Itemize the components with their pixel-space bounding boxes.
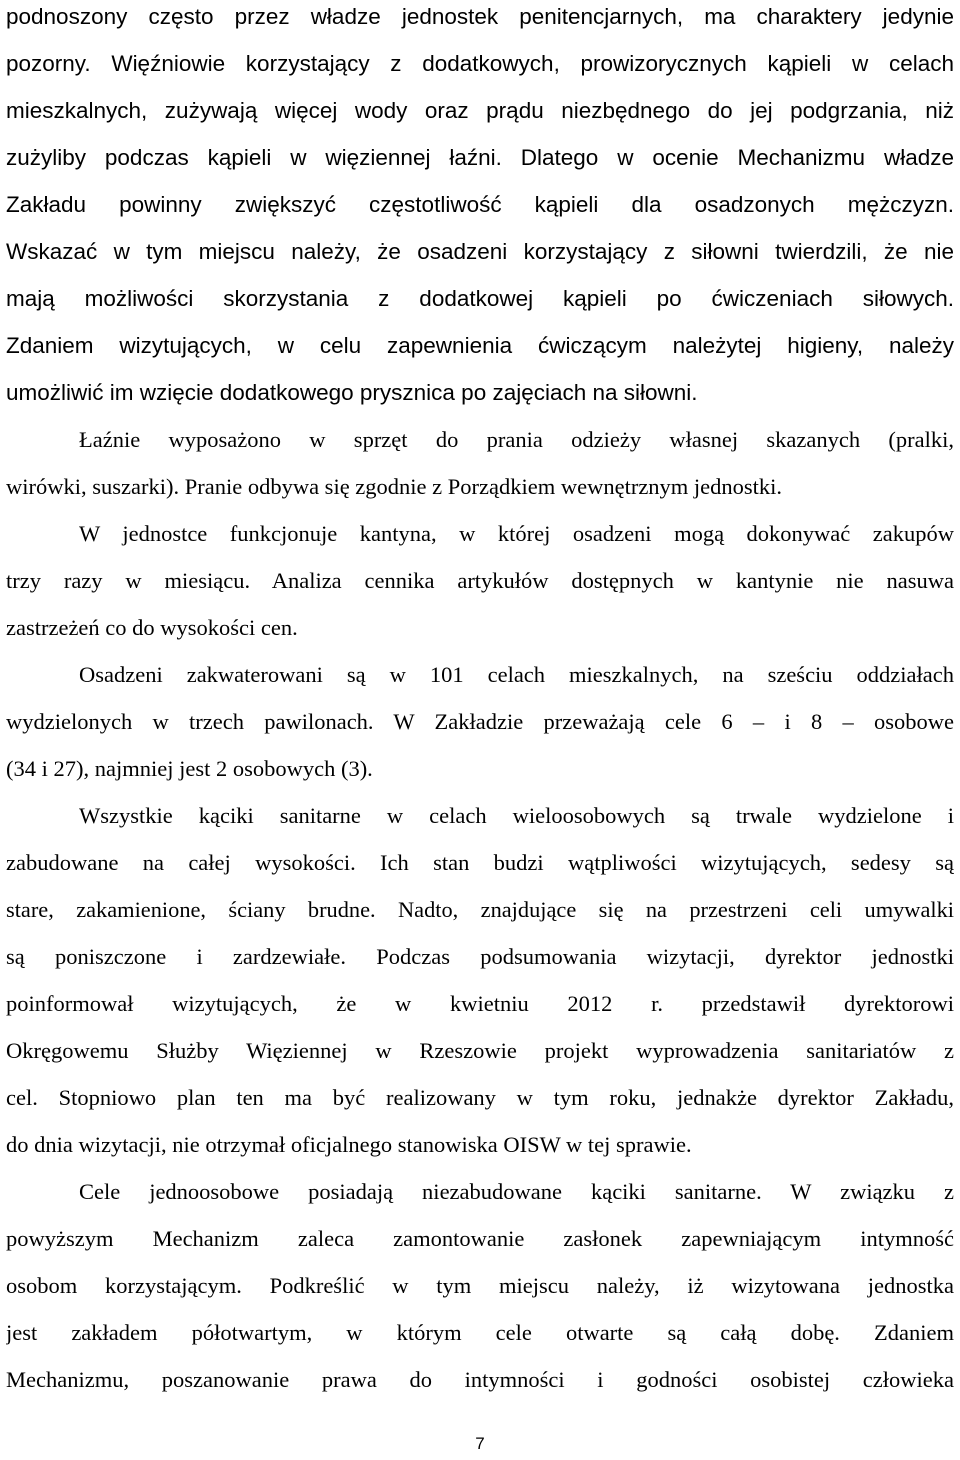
text-line — [6, 94, 954, 141]
text-segment: cel. — [6, 1085, 38, 1110]
paragraph-first-line — [6, 423, 954, 470]
text-segment: Dlatego w ocenie Mechanizmu władze — [501, 145, 954, 170]
text-segment: Cele jednoosobowe posiadają niezabudowane kąciki sanitarne. — [79, 1179, 762, 1204]
text-segment: mieszkalnych, zużywają więcej wody oraz prądu niezbędnego do jej podgrzania, niż — [6, 98, 954, 123]
text-line — [6, 940, 954, 987]
paragraph-first-line — [6, 517, 954, 564]
text-segment: Stopniowo plan ten ma być realizowany w tym roku, jednakże dyrektor Zakładu, — [37, 1085, 954, 1110]
text-segment: Zdaniem — [839, 1320, 954, 1345]
text-line — [6, 752, 954, 799]
text-segment: osobom korzystającym. — [6, 1273, 242, 1298]
text-line — [6, 282, 954, 329]
text-segment: powyższym Mechanizm zaleca zamontowanie zasłonek zapewniającym intymność — [6, 1226, 954, 1251]
text-segment: Wszystkie kąciki sanitarne w celach wieloosobowych są trwale wydzielone i — [79, 803, 954, 828]
text-line — [6, 0, 954, 47]
text-line — [6, 564, 954, 611]
text-segment: (34 i 27), najmniej jest 2 osobowych (3). — [6, 756, 373, 781]
text-segment: stare, zakamienione, ściany brudne. — [6, 897, 376, 922]
text-line — [6, 705, 954, 752]
text-segment: Nadto, znajdujące się na przestrzeni celi umywalki — [375, 897, 954, 922]
text-line — [6, 47, 954, 94]
text-segment: poinformował wizytujących, że w kwietniu 2012 r. przedstawił dyrektorowi — [6, 991, 954, 1016]
text-segment: Analiza cennika artykułów dostępnych w kantynie nie nasuwa — [250, 568, 954, 593]
text-line — [6, 1363, 954, 1410]
text-segment: jest zakładem półotwartym, w którym cele otwarte są całą dobę. — [6, 1320, 840, 1345]
text-line — [6, 1034, 954, 1081]
text-line — [6, 235, 954, 282]
text-segment: Łaźnie wyposażono w sprzęt do prania odzieży własnej skazanych (pralki, — [79, 427, 954, 452]
text-segment: Zakładu powinny zwiększyć częstotliwość kąpieli dla osadzonych mężczyzn. — [6, 192, 954, 217]
text-line — [6, 470, 954, 517]
text-segment: Ich stan budzi wątpliwości wizytujących, sedesy są — [355, 850, 954, 875]
text-segment: zużyliby podczas kąpieli w więziennej łaźni. — [6, 145, 502, 170]
text-segment: wydzielonych w trzech pawilonach. — [6, 709, 374, 734]
text-line — [6, 611, 954, 658]
text-segment: W związku z — [761, 1179, 954, 1204]
text-line — [6, 1128, 954, 1175]
paragraph-first-line — [6, 1175, 954, 1222]
text-segment: zastrzeżeń co do wysokości cen. — [6, 615, 298, 640]
paragraph-first-line — [6, 799, 954, 846]
text-line — [6, 1222, 954, 1269]
text-segment: Mechanizmu, poszanowanie prawa do intymności i godności osobistej człowieka — [6, 1367, 954, 1392]
text-segment: Wskazać w tym miejscu należy, że osadzeni korzystający z siłowni twierdzili, że nie — [6, 239, 954, 264]
text-segment: Podczas podsumowania wizytacji, dyrektor jednostki — [345, 944, 954, 969]
text-segment: W jednostce funkcjonuje kantyna, w której osadzeni mogą dokonywać zakupów — [79, 521, 954, 546]
text-segment: Podkreślić w tym miejscu należy, iż wizytowana jednostka — [241, 1273, 954, 1298]
text-segment: trzy razy w miesiącu. — [6, 568, 251, 593]
text-segment: umożliwić im wzięcie dodatkowego prysznica po zajęciach na siłowni. — [6, 380, 698, 405]
text-line — [6, 846, 954, 893]
text-line — [6, 1269, 954, 1316]
text-segment: zabudowane na całej wysokości. — [6, 850, 356, 875]
text-line — [6, 987, 954, 1034]
text-line — [6, 1081, 954, 1128]
text-segment: mają możliwości skorzystania z dodatkowej kąpieli po ćwiczeniach siłowych. — [6, 286, 954, 311]
text-line — [6, 141, 954, 188]
text-segment: podnoszony często przez władze jednostek penitencjarnych, ma charaktery jedynie — [6, 4, 954, 29]
text-line — [6, 188, 954, 235]
document-body — [6, 0, 954, 1410]
text-line — [6, 893, 954, 940]
text-segment: Zdaniem wizytujących, w celu zapewnienia ćwiczącym należytej higieny, należy — [6, 333, 954, 358]
text-segment: Pranie odbywa się zgodnie z Porządkiem wewnętrznym jednostki. — [179, 474, 783, 499]
text-line — [6, 376, 954, 423]
text-segment: Okręgowemu Służby Więziennej w Rzeszowie projekt wyprowadzenia sanitariatów z — [6, 1038, 954, 1063]
text-line — [6, 1316, 954, 1363]
text-segment: są poniszczone i zardzewiałe. — [6, 944, 346, 969]
text-segment: pozorny. Więźniowie korzystający z dodatkowych, prowizorycznych kąpieli w celach — [6, 51, 954, 76]
text-segment: wirówki, suszarki). — [6, 474, 180, 499]
text-segment: W Zakładzie przeważają cele 6 – i 8 – osobowe — [373, 709, 954, 734]
paragraph-first-line — [6, 658, 954, 705]
text-line — [6, 329, 954, 376]
text-segment: Osadzeni zakwaterowani są w 101 celach mieszkalnych, na sześciu oddziałach — [79, 662, 954, 687]
text-segment: do dnia wizytacji, nie otrzymał oficjalnego stanowiska OISW w tej sprawie. — [6, 1132, 692, 1157]
page-number: 7 — [475, 1434, 485, 1453]
